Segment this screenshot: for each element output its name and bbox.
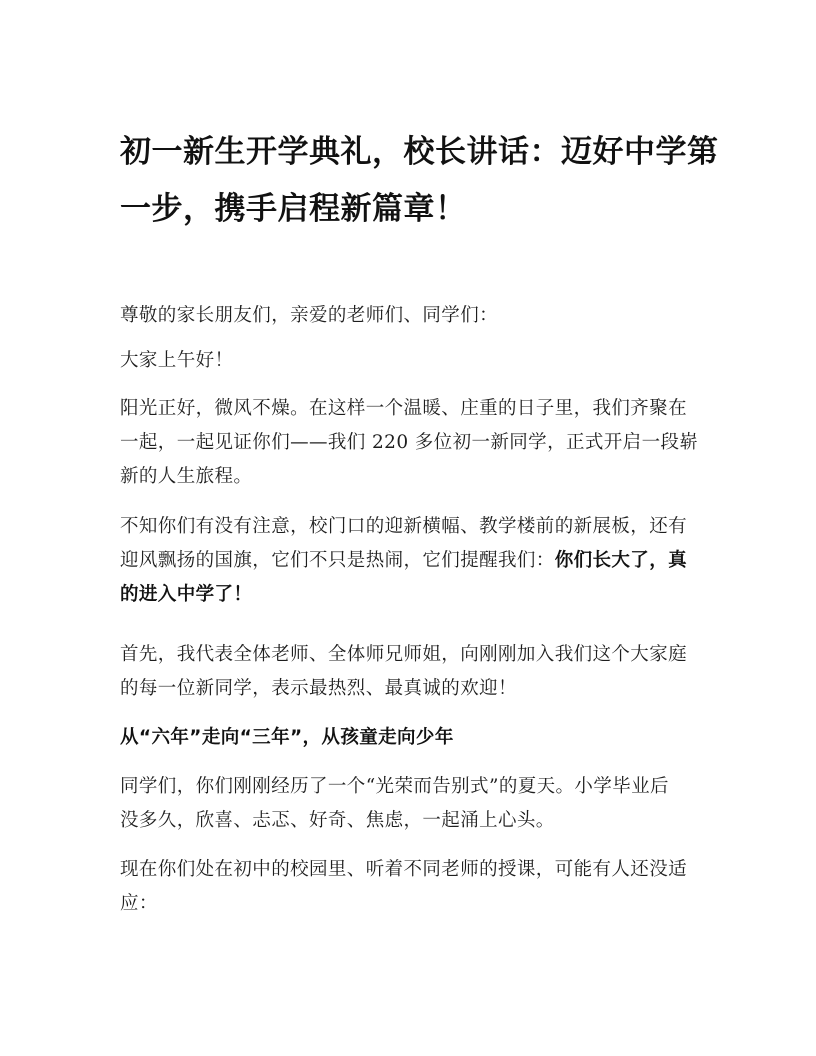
title-line-1: 初一新生开学典礼，校长讲话：迈好中学第 xyxy=(120,134,719,170)
paragraph-line: 首先，我代表全体老师、全体师兄师姐，向刚刚加入我们这个大家庭 xyxy=(120,644,688,665)
paragraph-line: 新的人生旅程。 xyxy=(120,466,253,487)
paragraph-line: 一起，一起见证你们——我们 220 多位初一新同学，正式开启一段崭 xyxy=(120,432,699,453)
paragraph-line: 没多久，欣喜、忐忑、好奇、焦虑，一起涌上心头。 xyxy=(120,810,555,831)
paragraph-line: 同学们，你们刚刚经历了一个“光荣而告别式”的夏天。小学毕业后 xyxy=(120,776,669,797)
paragraph-line: 阳光正好，微风不燥。在这样一个温暖、庄重的日子里，我们齐聚在 xyxy=(120,398,688,419)
paragraph-line xyxy=(120,548,700,574)
salutation-text: 大家上午好！ xyxy=(120,350,234,371)
section-heading: 从“六年”走向“三年”，从孩童走向少年 xyxy=(120,727,454,748)
title-line-2: 一步，携手启程新篇章！ xyxy=(120,191,467,227)
paragraph-line: 不知你们有没有注意，校门口的迎新横幅、教学楼前的新展板，还有 xyxy=(120,516,688,537)
paragraph-line-text: 迎风飘扬的国旗，它们不只是热闹，它们提醒我们： xyxy=(120,550,555,571)
paragraph-line: 的每一位新同学，表示最热烈、最真诚的欢迎！ xyxy=(120,678,517,699)
emphasis-text: 你们长大了，真 xyxy=(554,550,688,571)
emphasis-text-continued: 的进入中学了！ xyxy=(120,584,253,605)
greeting-text: 尊敬的家长朋友们，亲爱的老师们、同学们： xyxy=(120,305,499,326)
paragraph-line: 应： xyxy=(120,893,158,914)
paragraph-line: 现在你们处在初中的校园里、听着不同老师的授课，可能有人还没适 xyxy=(120,859,688,880)
